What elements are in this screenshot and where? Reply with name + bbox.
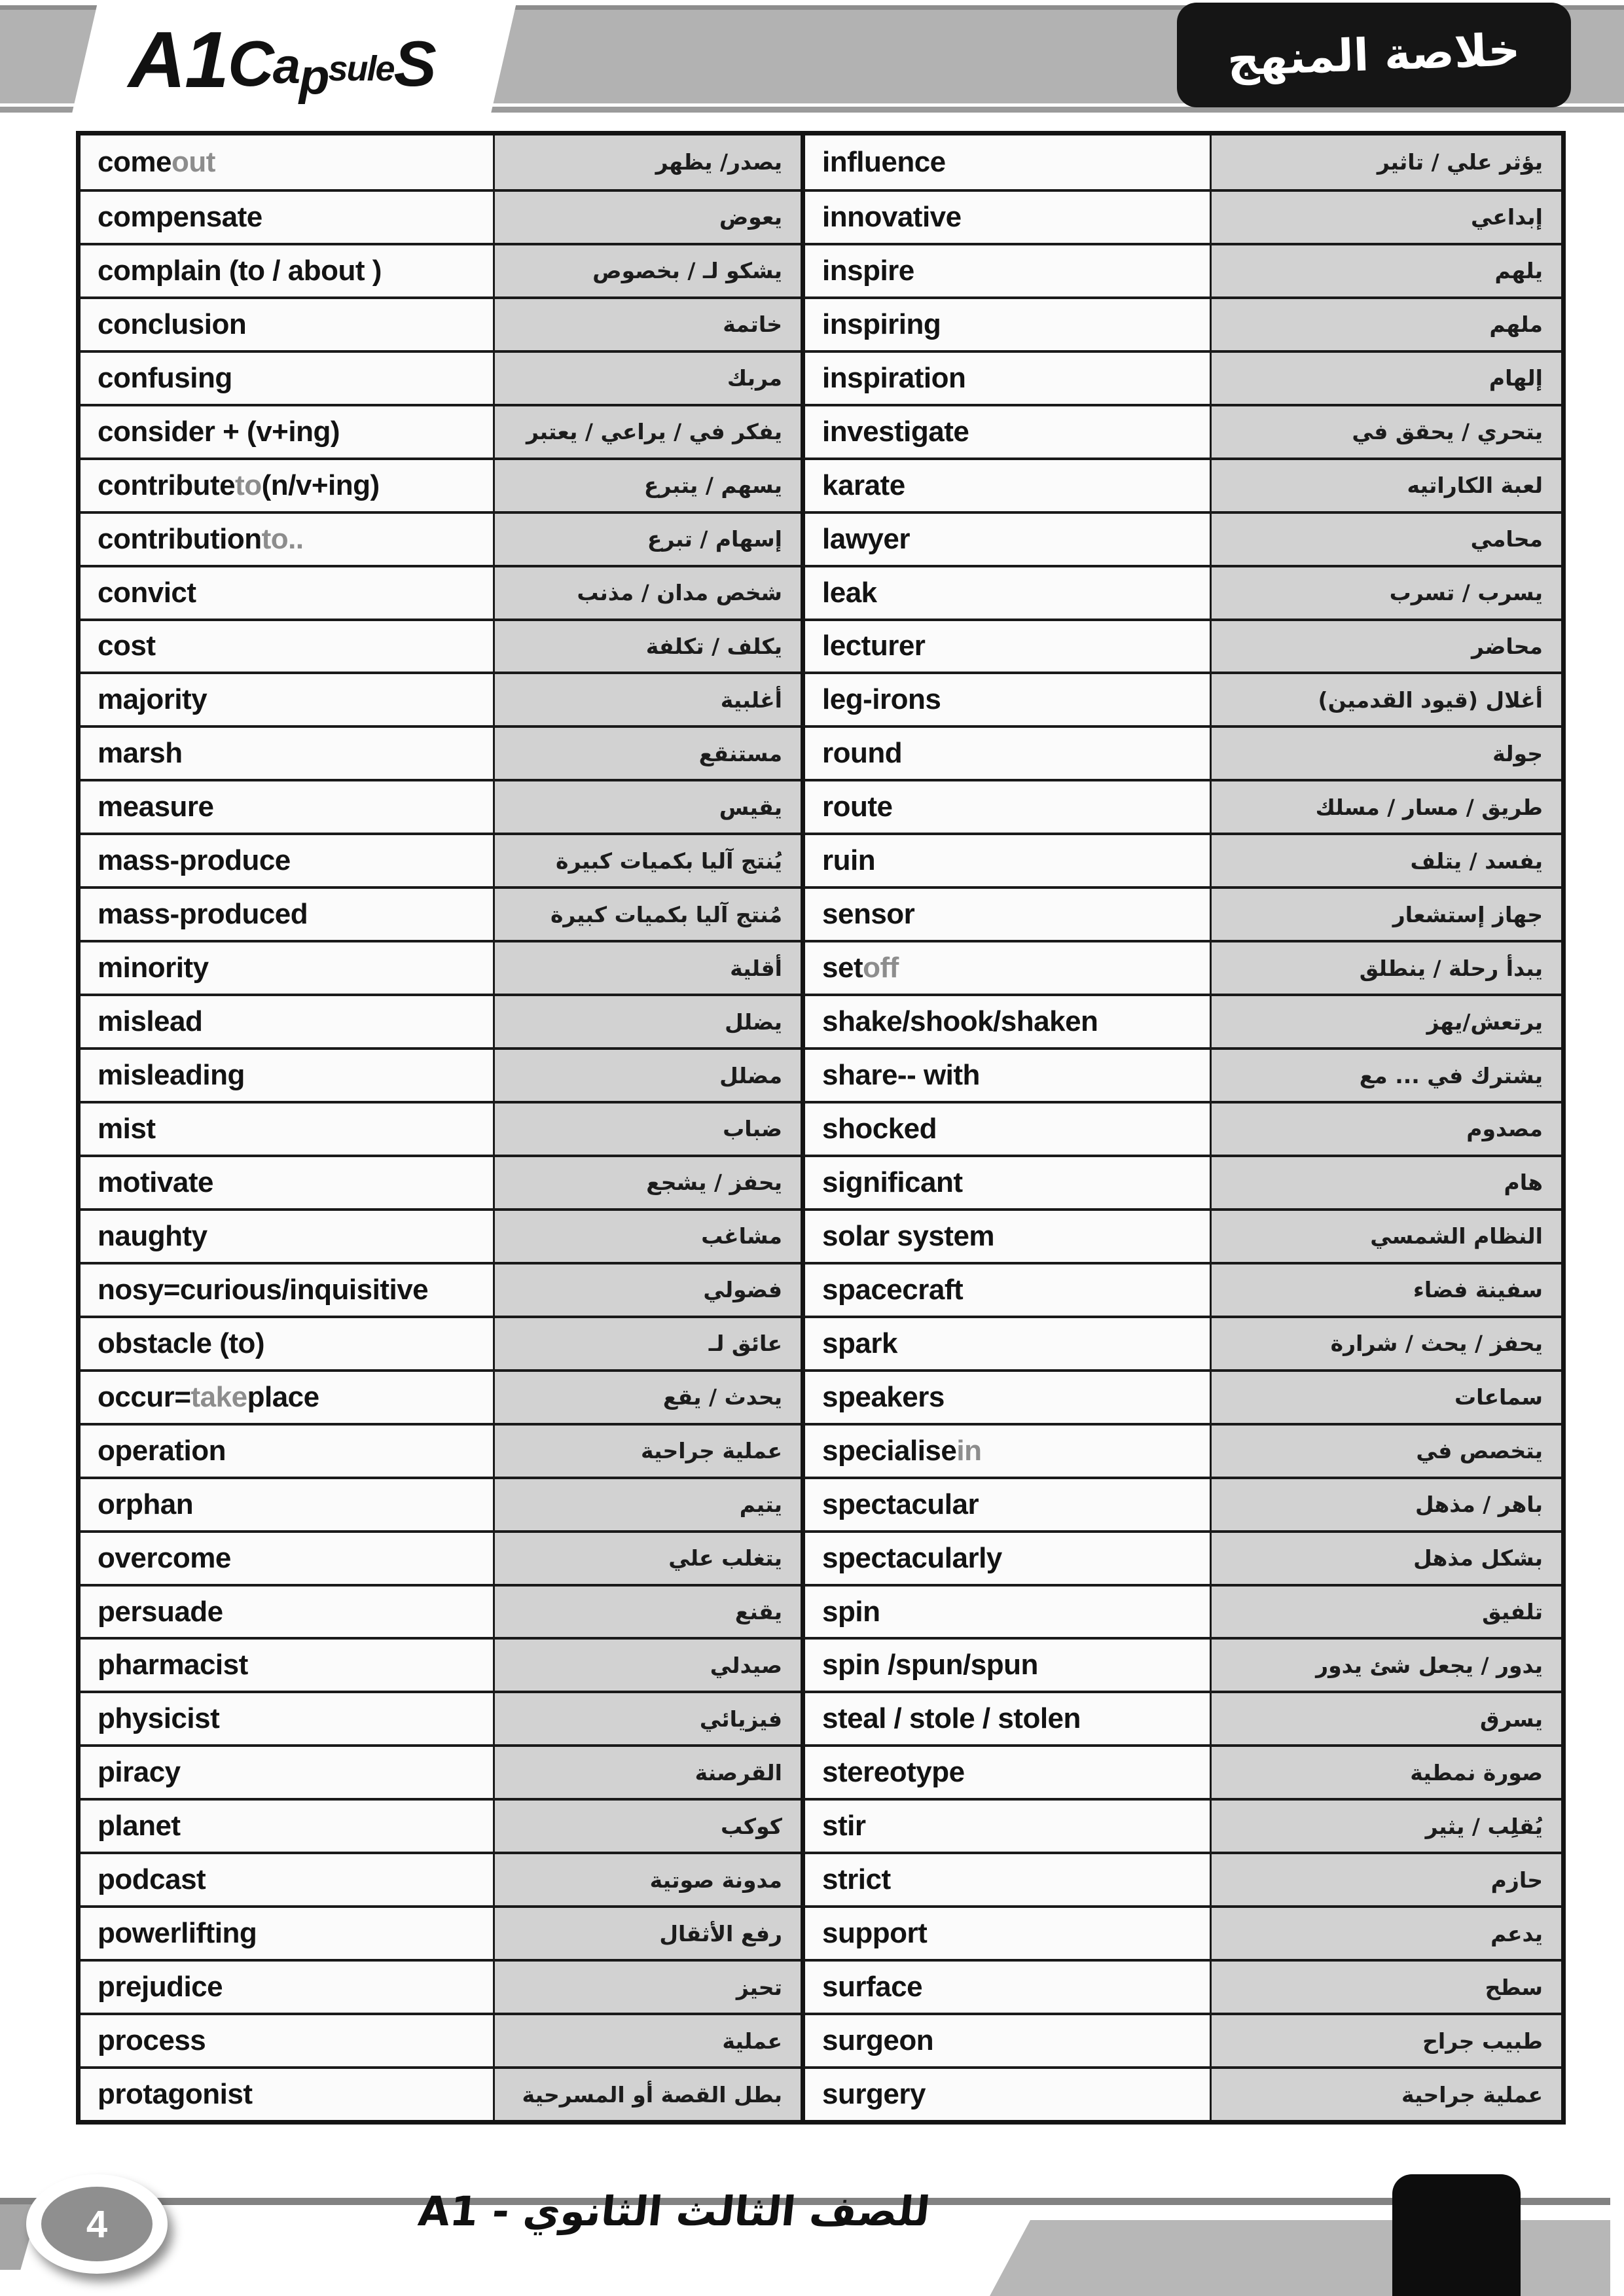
term-segment: speakers: [822, 1380, 945, 1413]
term-segment: complain (to / about ): [98, 254, 382, 287]
term-segment: mass-produced: [98, 898, 308, 931]
english-term-cell: [801, 1047, 1210, 1101]
english-term-cell: [81, 189, 493, 243]
arabic-meaning-cell: يشكو لـ / بخصوص: [493, 243, 801, 296]
term-segment: place: [247, 1380, 319, 1413]
arabic-meaning-cell: أغلال (قيود القدمين): [1210, 672, 1561, 725]
logo-part-sule: sule: [328, 49, 394, 88]
arabic-meaning-cell: يقيس: [493, 779, 801, 833]
arabic-meaning-cell: تلفيق: [1210, 1584, 1561, 1638]
term-segment: inspiring: [822, 308, 941, 340]
term-segment: orphan: [98, 1488, 194, 1520]
arabic-meaning-cell: خاتمة: [493, 296, 801, 350]
arabic-meaning-cell: يقنع: [493, 1584, 801, 1638]
arabic-meaning-cell: محامي: [1210, 511, 1561, 565]
term-segment: stereotype: [822, 1756, 965, 1789]
term-segment: nosy=curious/inquisitive: [98, 1273, 429, 1306]
english-term-cell: [81, 1852, 493, 1905]
curriculum-summary-label: خلاصة المنهج: [1227, 24, 1521, 86]
english-term-cell: [801, 725, 1210, 779]
arabic-meaning-cell: يحفز / يحث / شرارة: [1210, 1316, 1561, 1369]
arabic-meaning-cell: عملية جراحية: [1210, 2066, 1561, 2120]
term-segment: mist: [98, 1112, 156, 1145]
term-segment: influence: [822, 145, 946, 178]
arabic-meaning-cell: مربك: [493, 350, 801, 404]
english-term-cell: [801, 2013, 1210, 2066]
english-term-cell: [81, 1316, 493, 1369]
term-segment: take: [190, 1380, 247, 1413]
english-term-cell: [801, 1369, 1210, 1423]
term-segment: prejudice: [98, 1971, 223, 2003]
arabic-meaning-cell: يتخصص في: [1210, 1423, 1561, 1477]
english-term-cell: [801, 1101, 1210, 1155]
term-segment: specialise: [822, 1434, 957, 1467]
term-segment: out: [171, 145, 215, 178]
english-term-cell: [81, 404, 493, 457]
english-term-cell: [801, 1316, 1210, 1369]
logo-part-a1: A1: [128, 15, 228, 104]
term-segment: route: [822, 791, 893, 823]
arabic-meaning-cell: أغلبية: [493, 672, 801, 725]
arabic-meaning-cell: عملية جراحية: [493, 1423, 801, 1477]
english-term-cell: [81, 1691, 493, 1744]
english-term-cell: [801, 135, 1210, 189]
english-term-cell: [801, 1798, 1210, 1852]
term-segment: measure: [98, 791, 214, 823]
arabic-meaning-cell: مشاغب: [493, 1208, 801, 1262]
english-term-cell: [81, 1584, 493, 1638]
english-term-cell: [81, 1155, 493, 1208]
english-term-cell: [801, 833, 1210, 886]
logo-part-c: C: [227, 27, 273, 99]
arabic-meaning-cell: طريق / مسار / مسلك: [1210, 779, 1561, 833]
arabic-meaning-cell: يشترك في ... مع: [1210, 1047, 1561, 1101]
english-term-cell: [801, 296, 1210, 350]
term-segment: piracy: [98, 1756, 181, 1789]
page-number-badge: [26, 2174, 168, 2274]
arabic-meaning-cell: حازم: [1210, 1852, 1561, 1905]
arabic-meaning-cell: يُنتج آليا بكميات كبيرة: [493, 833, 801, 886]
term-segment: compensate: [98, 200, 262, 233]
english-term-cell: [801, 1905, 1210, 1959]
term-segment: off: [863, 952, 899, 984]
english-term-cell: [81, 1423, 493, 1477]
arabic-meaning-cell: يعوض: [493, 189, 801, 243]
arabic-meaning-cell: بطل القصة أو المسرحية: [493, 2066, 801, 2120]
term-segment: occur=: [98, 1380, 191, 1413]
term-segment: (n/v+ing): [261, 469, 380, 501]
english-term-cell: [81, 1798, 493, 1852]
arabic-meaning-cell: يتغلب علي: [493, 1530, 801, 1584]
term-segment: convict: [98, 576, 196, 609]
term-segment: pharmacist: [98, 1649, 248, 1681]
arabic-meaning-cell: مُنتج آليا بكميات كبيرة: [493, 886, 801, 940]
english-term-cell: [801, 1477, 1210, 1530]
arabic-meaning-cell: مستنقع: [493, 725, 801, 779]
arabic-meaning-cell: مضلل: [493, 1047, 801, 1101]
arabic-meaning-cell: إبداعي: [1210, 189, 1561, 243]
arabic-meaning-cell: يدعم: [1210, 1905, 1561, 1959]
english-term-cell: [801, 672, 1210, 725]
term-segment: motivate: [98, 1166, 213, 1198]
english-term-cell: [801, 940, 1210, 994]
logo-part-a: a: [272, 39, 300, 94]
term-segment: lawyer: [822, 522, 910, 555]
arabic-meaning-cell: يؤثر علي / تاثير: [1210, 135, 1561, 189]
term-segment: leak: [822, 576, 877, 609]
term-segment: misleading: [98, 1059, 245, 1092]
english-term-cell: [81, 1477, 493, 1530]
term-segment: consider + (v+ing): [98, 415, 340, 448]
term-segment: marsh: [98, 737, 183, 770]
arabic-meaning-cell: يفسد / يتلف: [1210, 833, 1561, 886]
term-segment: spark: [822, 1327, 897, 1359]
english-term-cell: [81, 833, 493, 886]
term-segment: to: [235, 469, 262, 501]
logo-part-s: S: [393, 27, 435, 99]
arabic-meaning-cell: صيدلي: [493, 1637, 801, 1691]
footer-grade-title: للصف الثالث الثانوي - A1: [416, 2187, 933, 2235]
arabic-meaning-cell: صورة نمطية: [1210, 1744, 1561, 1798]
arabic-meaning-cell: سطح: [1210, 1959, 1561, 2013]
english-term-cell: [801, 511, 1210, 565]
arabic-meaning-cell: النظام الشمسي: [1210, 1208, 1561, 1262]
arabic-meaning-cell: القرصنة: [493, 1744, 801, 1798]
english-term-cell: [801, 779, 1210, 833]
english-term-cell: [801, 404, 1210, 457]
term-segment: set: [822, 952, 863, 984]
arabic-meaning-cell: سفينة فضاء: [1210, 1262, 1561, 1316]
arabic-meaning-cell: إسهام / تبرع: [493, 511, 801, 565]
term-segment: naughty: [98, 1219, 208, 1252]
arabic-meaning-cell: بشكل مذهل: [1210, 1530, 1561, 1584]
term-segment: sensor: [822, 898, 915, 931]
arabic-meaning-cell: جولة: [1210, 725, 1561, 779]
arabic-meaning-cell: يسرب / تسرب: [1210, 565, 1561, 619]
term-segment: mass-produce: [98, 844, 291, 877]
english-term-cell: [801, 994, 1210, 1047]
arabic-meaning-cell: ملهم: [1210, 296, 1561, 350]
logo-part-p: p: [299, 49, 329, 105]
arabic-meaning-cell: فيزيائي: [493, 1691, 801, 1744]
term-segment: leg-irons: [822, 683, 941, 716]
term-segment: physicist: [98, 1702, 220, 1735]
arabic-meaning-cell: يُقلِب / يثير: [1210, 1798, 1561, 1852]
term-segment: contribution: [98, 522, 262, 555]
english-term-cell: [81, 1744, 493, 1798]
arabic-meaning-cell: يضلل: [493, 994, 801, 1047]
english-term-cell: [801, 1744, 1210, 1798]
curriculum-summary-badge: [1177, 3, 1571, 107]
term-segment: come: [98, 145, 171, 178]
term-segment: significant: [822, 1166, 963, 1198]
arabic-meaning-cell: سماعات: [1210, 1369, 1561, 1423]
english-term-cell: [801, 350, 1210, 404]
term-segment: solar system: [822, 1219, 995, 1252]
english-term-cell: [81, 779, 493, 833]
english-term-cell: [801, 619, 1210, 672]
english-term-cell: [801, 457, 1210, 511]
arabic-meaning-cell: يتيم: [493, 1477, 801, 1530]
term-segment: spacecraft: [822, 1273, 964, 1306]
arabic-meaning-cell: شخص مدان / مذنب: [493, 565, 801, 619]
term-segment: minority: [98, 952, 209, 984]
page-number: 4: [86, 2202, 108, 2246]
english-term-cell: [801, 189, 1210, 243]
english-term-cell: [801, 1423, 1210, 1477]
term-segment: surgery: [822, 2078, 926, 2111]
term-segment: lecturer: [822, 630, 926, 662]
english-term-cell: [801, 1852, 1210, 1905]
arabic-meaning-cell: إلهام: [1210, 350, 1561, 404]
arabic-meaning-cell: محاضر: [1210, 619, 1561, 672]
term-segment: planet: [98, 1810, 181, 1842]
term-segment: karate: [822, 469, 905, 501]
arabic-meaning-cell: فضولي: [493, 1262, 801, 1316]
arabic-meaning-cell: يحدث / يقع: [493, 1369, 801, 1423]
english-term-cell: [81, 2013, 493, 2066]
english-term-cell: [81, 1101, 493, 1155]
english-term-cell: [81, 135, 493, 189]
term-segment: persuade: [98, 1595, 223, 1628]
arabic-meaning-cell: يكلف / تكلفة: [493, 619, 801, 672]
english-term-cell: [81, 511, 493, 565]
bookmark-tab: [1392, 2174, 1521, 2296]
arabic-meaning-cell: يسرق: [1210, 1691, 1561, 1744]
arabic-meaning-cell: مدونة صوتية: [493, 1852, 801, 1905]
term-segment: inspiration: [822, 361, 966, 394]
english-term-cell: [801, 1959, 1210, 2013]
english-term-cell: [81, 725, 493, 779]
english-term-cell: [81, 350, 493, 404]
english-term-cell: [801, 1530, 1210, 1584]
english-term-cell: [81, 1905, 493, 1959]
term-segment: conclusion: [98, 308, 247, 340]
term-segment: in: [956, 1434, 982, 1467]
term-segment: cost: [98, 630, 156, 662]
term-segment: spectacular: [822, 1488, 979, 1520]
english-term-cell: [81, 994, 493, 1047]
term-segment: surface: [822, 1971, 923, 2003]
term-segment: innovative: [822, 200, 962, 233]
arabic-meaning-cell: يلهم: [1210, 243, 1561, 296]
english-term-cell: [801, 1637, 1210, 1691]
english-term-cell: [81, 1530, 493, 1584]
term-segment: spectacularly: [822, 1541, 1002, 1574]
arabic-meaning-cell: كوكب: [493, 1798, 801, 1852]
english-term-cell: [81, 1959, 493, 2013]
english-term-cell: [81, 1262, 493, 1316]
term-segment: protagonist: [98, 2078, 253, 2111]
term-segment: stir: [822, 1810, 866, 1842]
arabic-meaning-cell: رفع الأثقال: [493, 1905, 801, 1959]
arabic-meaning-cell: يصدر/ يظهر: [493, 135, 801, 189]
term-segment: ruin: [822, 844, 876, 877]
english-term-cell: [801, 1262, 1210, 1316]
term-segment: shocked: [822, 1112, 937, 1145]
english-term-cell: [81, 2066, 493, 2120]
english-term-cell: [801, 243, 1210, 296]
english-term-cell: [801, 1691, 1210, 1744]
arabic-meaning-cell: تحيز: [493, 1959, 801, 2013]
term-segment: contribute: [98, 469, 236, 501]
term-segment: to..: [261, 522, 304, 555]
vocab-table: [76, 131, 1566, 2125]
english-term-cell: [801, 565, 1210, 619]
english-term-cell: [801, 1584, 1210, 1638]
arabic-meaning-cell: جهاز إستشعار: [1210, 886, 1561, 940]
english-term-cell: [81, 672, 493, 725]
english-term-cell: [81, 886, 493, 940]
arabic-meaning-cell: يبدأ رحلة / ينطلق: [1210, 940, 1561, 994]
term-segment: confusing: [98, 361, 232, 394]
arabic-meaning-cell: لعبة الكاراتيه: [1210, 457, 1561, 511]
term-segment: podcast: [98, 1863, 206, 1896]
english-term-cell: [81, 1369, 493, 1423]
term-segment: spin /spun/spun: [822, 1649, 1038, 1681]
english-term-cell: [81, 940, 493, 994]
term-segment: steal / stole / stolen: [822, 1702, 1081, 1735]
arabic-meaning-cell: طبيب جراح: [1210, 2013, 1561, 2066]
term-segment: overcome: [98, 1541, 231, 1574]
term-segment: surgeon: [822, 2024, 934, 2057]
arabic-meaning-cell: يحفز / يشجع: [493, 1155, 801, 1208]
arabic-meaning-cell: هام: [1210, 1155, 1561, 1208]
page-number-oval: [41, 2187, 153, 2261]
term-segment: strict: [822, 1863, 891, 1896]
arabic-meaning-cell: يسهم / يتبرع: [493, 457, 801, 511]
english-term-cell: [801, 2066, 1210, 2120]
english-term-cell: [81, 457, 493, 511]
term-segment: operation: [98, 1434, 226, 1467]
arabic-meaning-cell: يفكر في / يراعي / يعتبر: [493, 404, 801, 457]
english-term-cell: [81, 1637, 493, 1691]
term-segment: mislead: [98, 1005, 203, 1038]
arabic-meaning-cell: ضباب: [493, 1101, 801, 1155]
english-term-cell: [801, 886, 1210, 940]
term-segment: investigate: [822, 415, 969, 448]
term-segment: support: [822, 1917, 928, 1950]
english-term-cell: [801, 1208, 1210, 1262]
term-segment: shake/shook/shaken: [822, 1005, 1098, 1038]
english-term-cell: [81, 619, 493, 672]
arabic-meaning-cell: يدور / يجعل شئ يدور: [1210, 1637, 1561, 1691]
english-term-cell: [81, 296, 493, 350]
term-segment: inspire: [822, 254, 914, 287]
arabic-meaning-cell: باهر / مذهل: [1210, 1477, 1561, 1530]
arabic-meaning-cell: يتحري / يحقق في: [1210, 404, 1561, 457]
term-segment: share-- with: [822, 1059, 980, 1092]
term-segment: spin: [822, 1595, 880, 1628]
term-segment: round: [822, 737, 903, 770]
english-term-cell: [81, 565, 493, 619]
arabic-meaning-cell: عائق لـ: [493, 1316, 801, 1369]
english-term-cell: [81, 1208, 493, 1262]
term-segment: powerlifting: [98, 1917, 257, 1950]
arabic-meaning-cell: عملية: [493, 2013, 801, 2066]
term-segment: process: [98, 2024, 206, 2057]
english-term-cell: [81, 1047, 493, 1101]
brand-logo: [128, 15, 547, 105]
term-segment: majority: [98, 683, 208, 716]
arabic-meaning-cell: يرتعش/يهز: [1210, 994, 1561, 1047]
arabic-meaning-cell: أقلية: [493, 940, 801, 994]
arabic-meaning-cell: مصدوم: [1210, 1101, 1561, 1155]
term-segment: obstacle (to): [98, 1327, 265, 1359]
english-term-cell: [81, 243, 493, 296]
english-term-cell: [801, 1155, 1210, 1208]
